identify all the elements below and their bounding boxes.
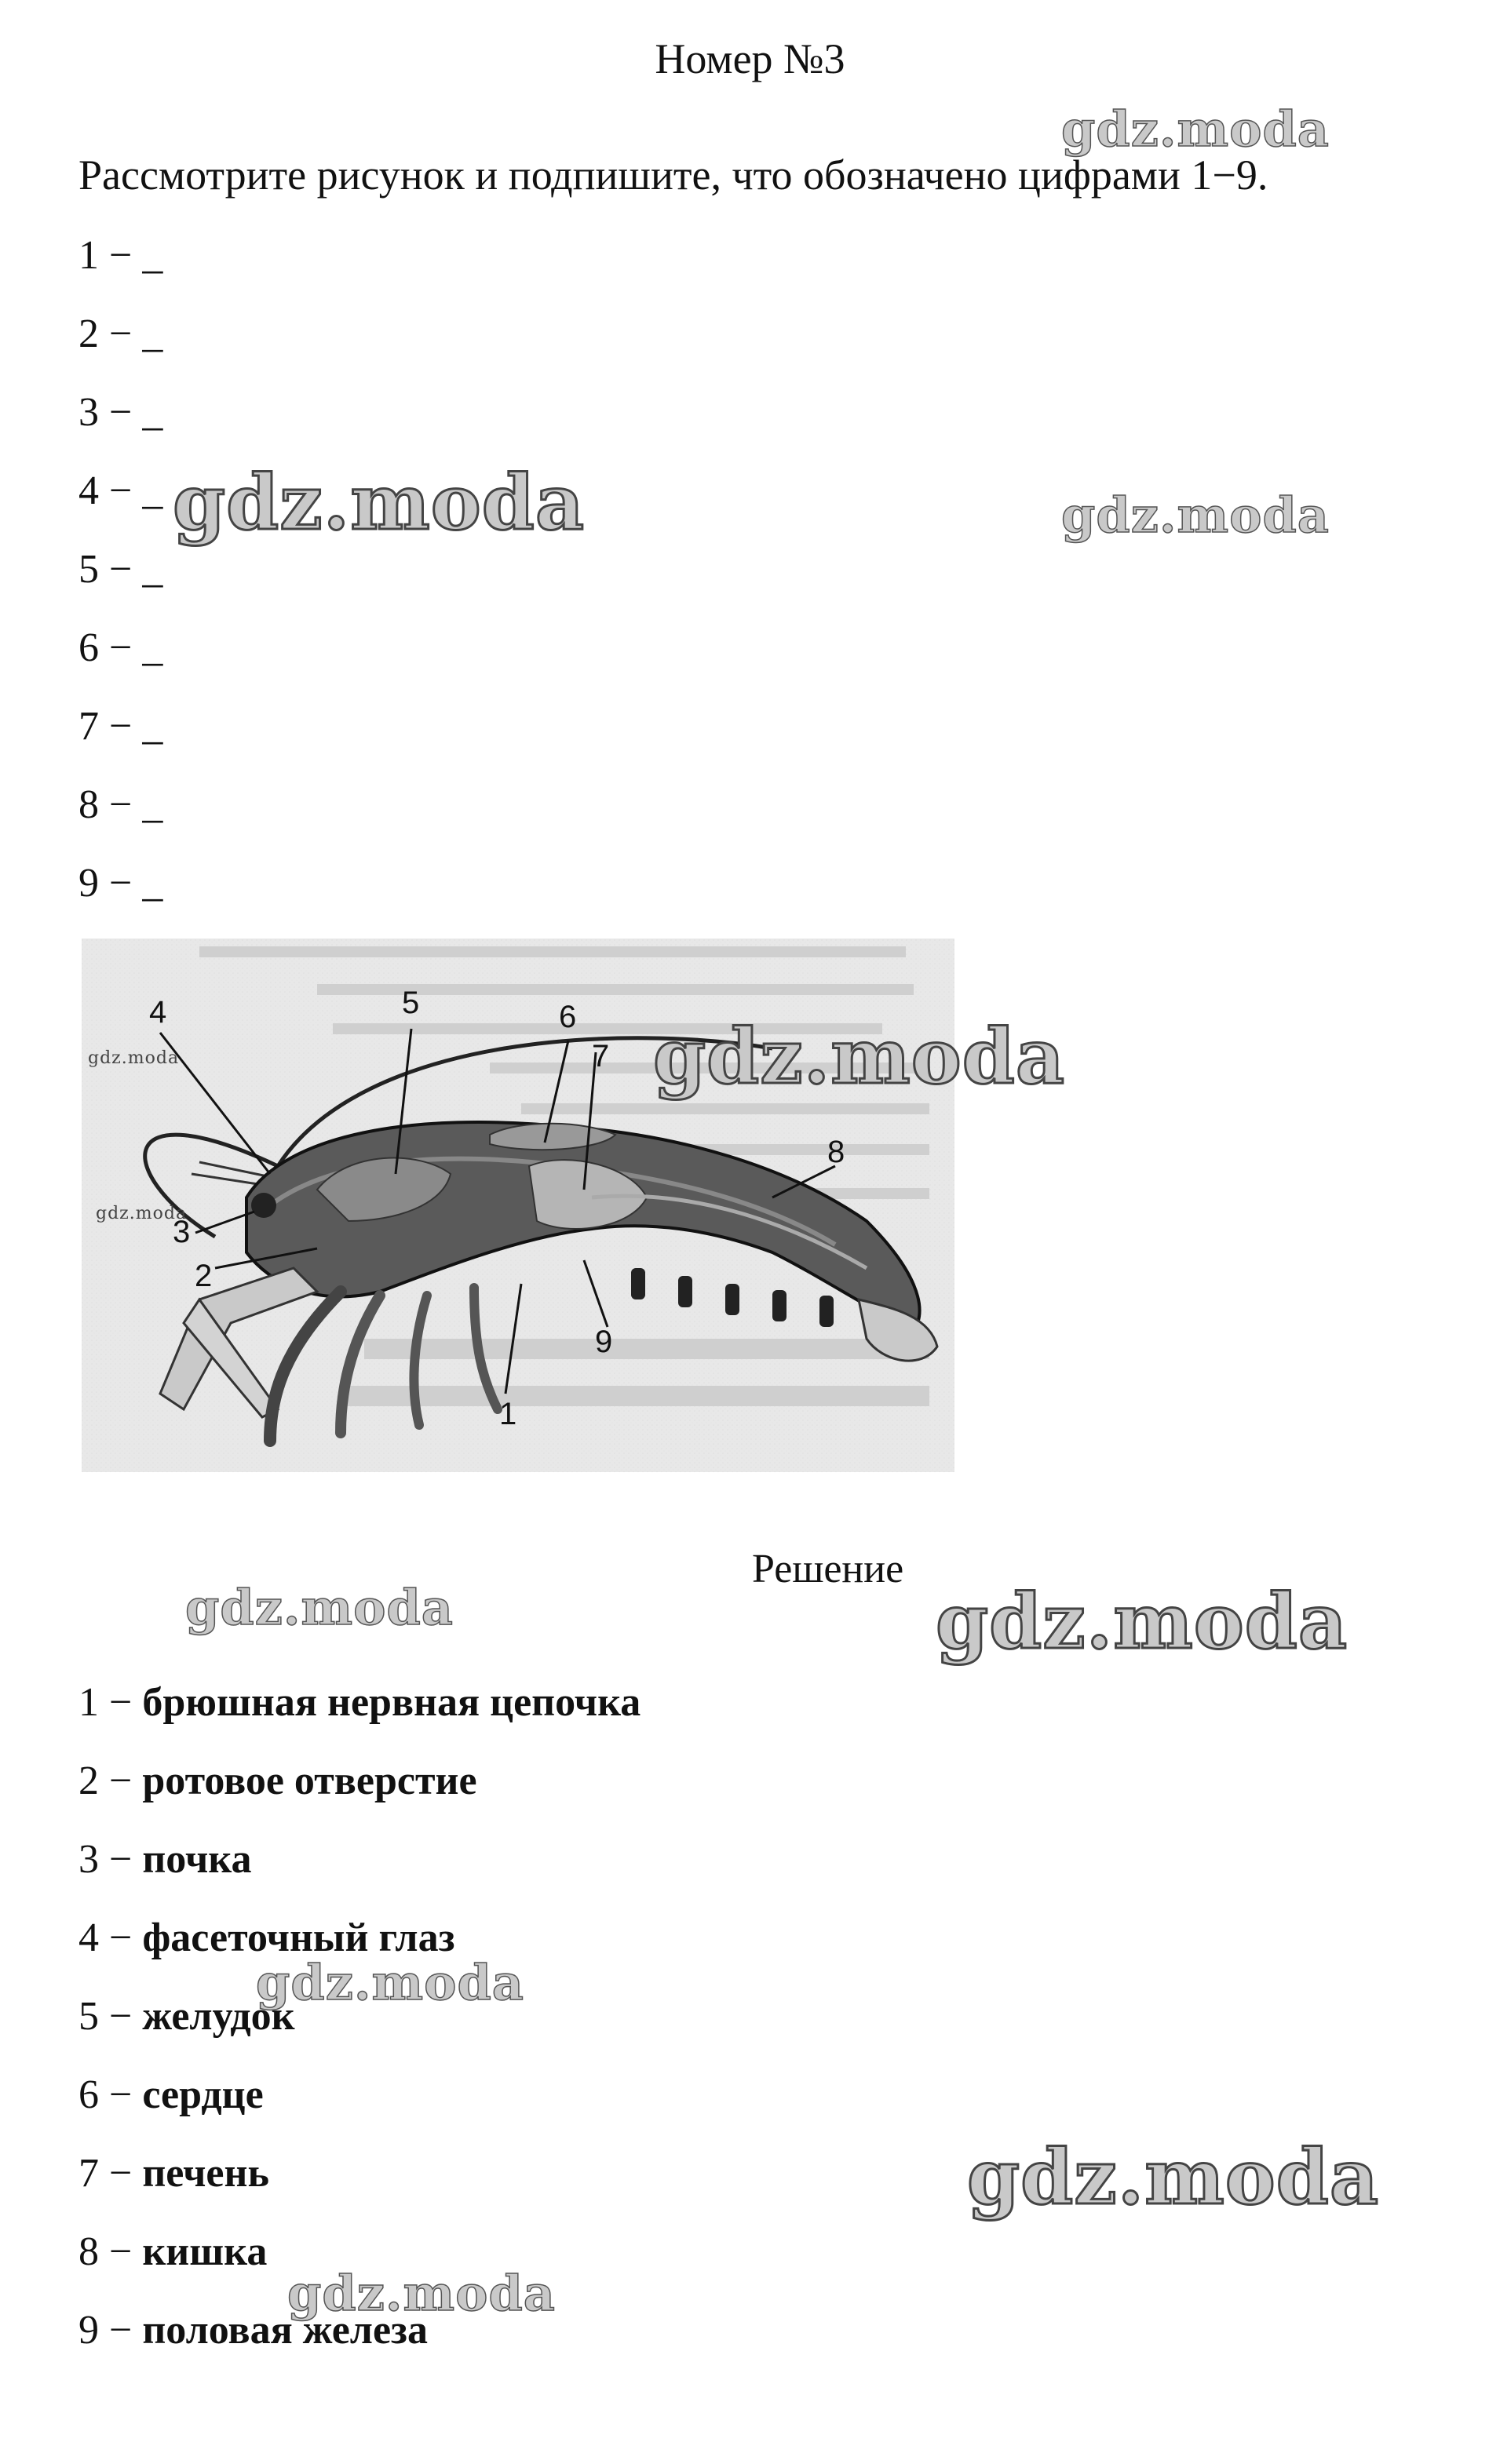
question-line-1: 1 − _ <box>78 233 163 278</box>
figure-label-9: 9 <box>595 1325 613 1359</box>
answer-line-4: 4 − фасеточный глаз <box>78 1915 455 1960</box>
figure-label-8: 8 <box>827 1135 845 1169</box>
answer-line-7: 7 − печень <box>78 2151 269 2196</box>
solution-title: Решение <box>752 1547 904 1591</box>
question-line-5: 5 − _ <box>78 547 163 592</box>
watermark: gdz.moda <box>1061 100 1330 158</box>
question-line-2: 2 − _ <box>78 312 163 356</box>
answer-line-2: 2 − ротовое отверстие <box>78 1759 477 1803</box>
answer-line-3: 3 − почка <box>78 1837 252 1882</box>
answer-line-1: 1 − брюшная нервная цепочка <box>78 1680 641 1725</box>
figure-label-1: 1 <box>499 1397 517 1431</box>
figure-label-6: 6 <box>559 1000 577 1034</box>
question-line-8: 8 − _ <box>78 782 163 827</box>
watermark: gdz.moda <box>88 1048 180 1068</box>
figure-label-3: 3 <box>173 1215 191 1249</box>
answer-line-5: 5 − желудок <box>78 1994 295 2039</box>
question-line-7: 7 − _ <box>78 704 163 749</box>
task-text: Рассмотрите рисунок и подпишите, что обозначено цифрами 1−9. <box>78 151 1268 199</box>
watermark: gdz.moda <box>287 2265 556 2322</box>
figure-label-5: 5 <box>402 986 420 1020</box>
answer-line-6: 6 − сердце <box>78 2072 264 2117</box>
watermark: gdz.moda <box>653 1012 1066 1101</box>
figure-label-4: 4 <box>149 995 167 1030</box>
answer-line-9: 9 − половая железа <box>78 2308 428 2353</box>
watermark: gdz.moda <box>185 1579 454 1636</box>
figure-label-7: 7 <box>592 1039 610 1073</box>
watermark: gdz.moda <box>173 458 586 547</box>
watermark: gdz.moda <box>96 1204 188 1223</box>
question-line-3: 3 − _ <box>78 390 163 435</box>
watermark: gdz.moda <box>1061 487 1330 544</box>
watermark: gdz.moda <box>936 1577 1349 1666</box>
answer-line-8: 8 − кишка <box>78 2229 268 2274</box>
page-title: Номер №3 <box>655 35 845 82</box>
watermark: gdz.moda <box>256 1954 524 2011</box>
figure-label-2: 2 <box>195 1259 213 1293</box>
watermark: gdz.moda <box>967 2133 1380 2222</box>
question-line-6: 6 − _ <box>78 625 163 670</box>
question-line-4: 4 − _ <box>78 468 163 513</box>
question-line-9: 9 − _ <box>78 861 163 906</box>
